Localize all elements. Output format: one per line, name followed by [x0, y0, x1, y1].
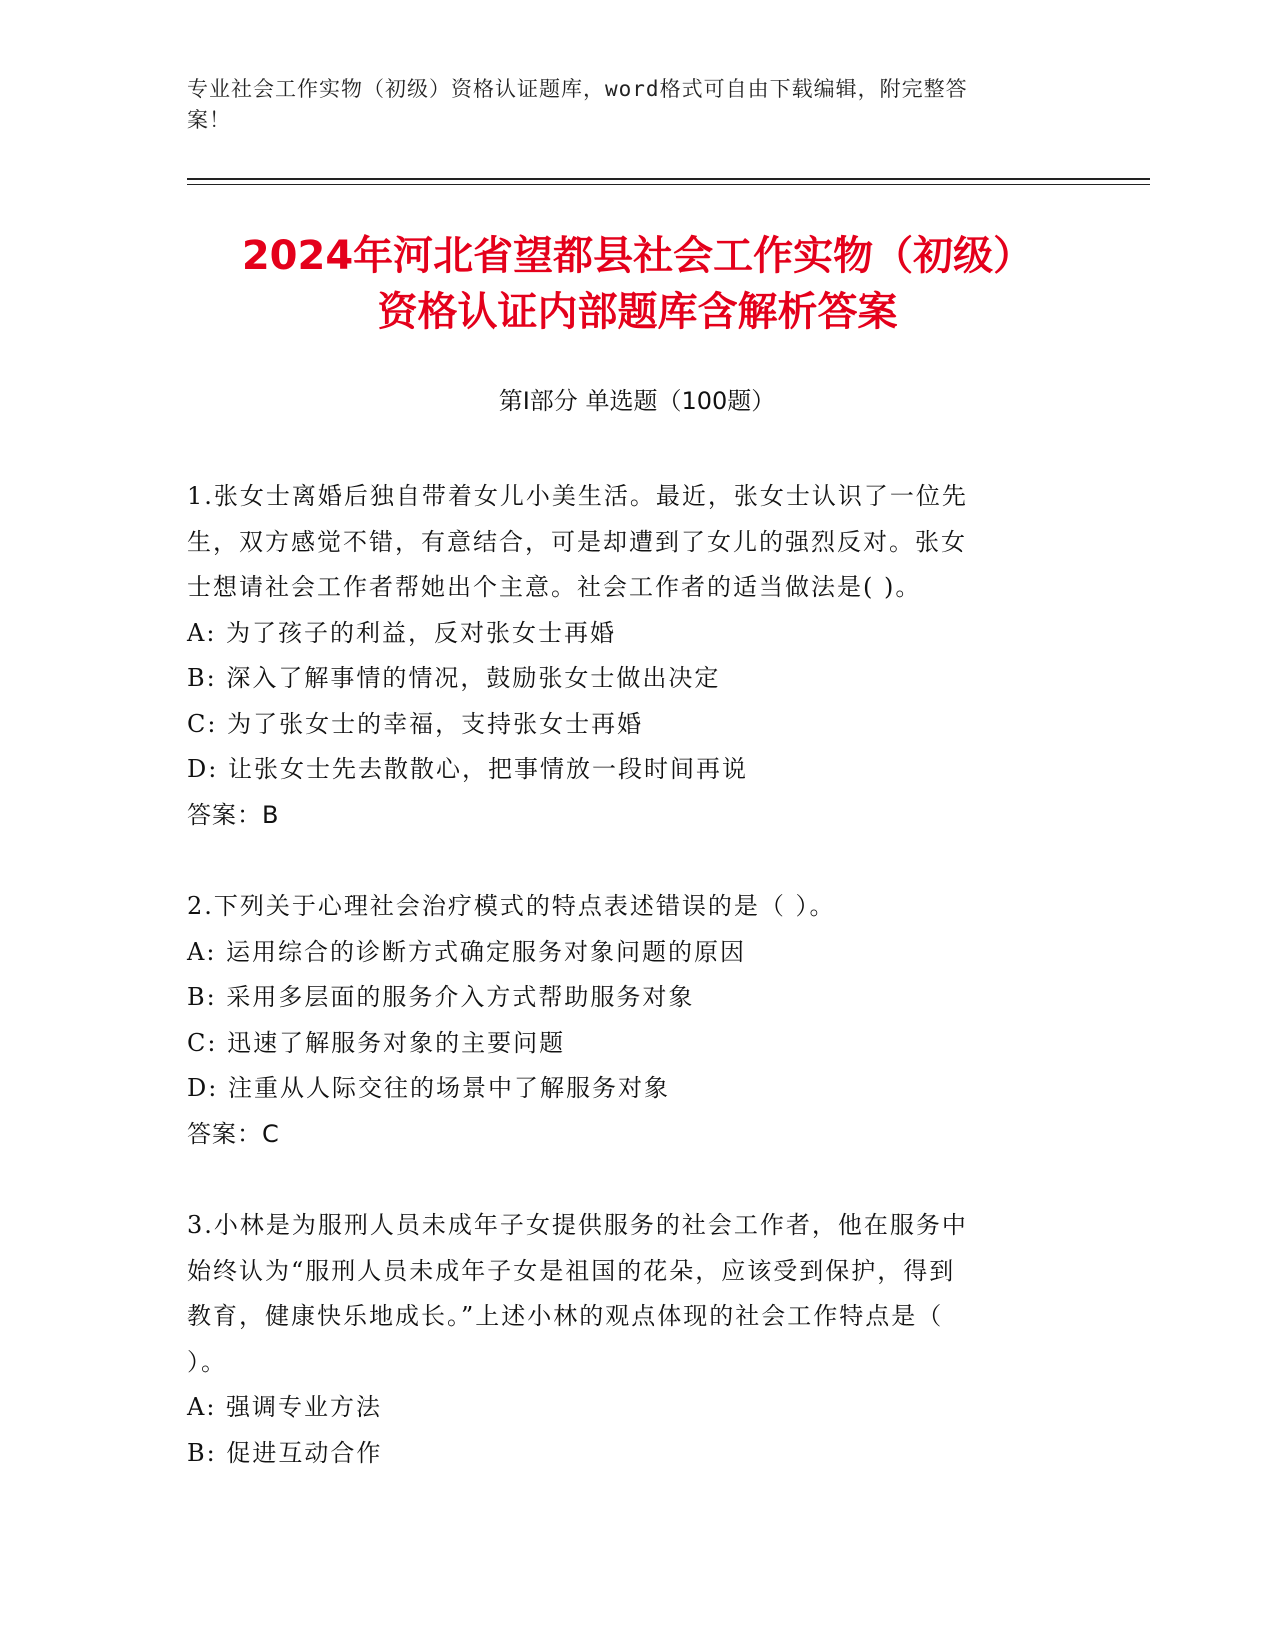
question-stem-line: 士想请社会工作者帮她出个主意。社会工作者的适当做法是( )。 [187, 573, 922, 601]
document-title-line: 资格认证内部题库含解析答案 [377, 289, 898, 335]
header-note-line: 案！ [187, 108, 231, 132]
question-2 [187, 884, 1067, 1157]
header-divider-thick [187, 178, 1150, 180]
question-stem [187, 884, 1067, 930]
option-b: B: 促进互动合作 [187, 1438, 383, 1467]
question-stem [187, 1203, 1067, 1385]
question-stem-line: 1.张女士离婚后独自带着女儿小美生活。最近，张女士认识了一位先 [187, 482, 968, 510]
question-1 [187, 474, 1067, 838]
option-b: B: 深入了解事情的情况，鼓励张女士做出决定 [187, 664, 721, 692]
section-title: 第Ⅰ部分 单选题（100题） [498, 387, 776, 415]
answer: 答案：B [187, 800, 280, 829]
header-note-line: 专业社会工作实物（初级）资格认证题库，word格式可自由下载编辑，附完整答 [187, 77, 968, 101]
question-stem-line: 始终认为“服刑人员未成年子女是祖国的花朵，应该受到保护，得到 [187, 1256, 956, 1285]
option-a: A: 运用综合的诊断方式确定服务对象问题的原因 [187, 937, 747, 966]
document-title [150, 228, 1125, 340]
option-a: A: 强调专业方法 [187, 1393, 383, 1421]
question-stem-line: ）。 [187, 1347, 227, 1376]
header-note [187, 74, 1067, 136]
option-c: C: 为了张女士的幸福，支持张女士再婚 [187, 709, 644, 738]
question-stem-line: 3.小林是为服刑人员未成年子女提供服务的社会工作者，他在服务中 [187, 1211, 968, 1239]
document-title-line: 2024年河北省望都县社会工作实物（初级） [241, 233, 1034, 279]
option-a: A: 为了孩子的利益，反对张女士再婚 [187, 618, 617, 647]
question-stem-line: 教育，健康快乐地成长。”上述小林的观点体现的社会工作特点是（ [187, 1302, 944, 1330]
option-c: C: 迅速了解服务对象的主要问题 [187, 1028, 566, 1057]
question-stem-line: 2.下列关于心理社会治疗模式的特点表述错误的是（ ）。 [187, 892, 836, 920]
question-list [187, 474, 1067, 1522]
option-d: D: 注重从人际交往的场景中了解服务对象 [187, 1074, 670, 1102]
answer: 答案：C [187, 1119, 280, 1148]
option-b: B: 采用多层面的服务介入方式帮助服务对象 [187, 983, 695, 1011]
question-stem [187, 474, 1067, 611]
question-stem-line: 生，双方感觉不错，有意结合，可是却遭到了女儿的强烈反对。张女 [187, 527, 967, 556]
header-divider-thin [187, 184, 1150, 185]
option-d: D: 让张女士先去散散心，把事情放一段时间再说 [187, 755, 748, 783]
question-3 [187, 1203, 1067, 1476]
